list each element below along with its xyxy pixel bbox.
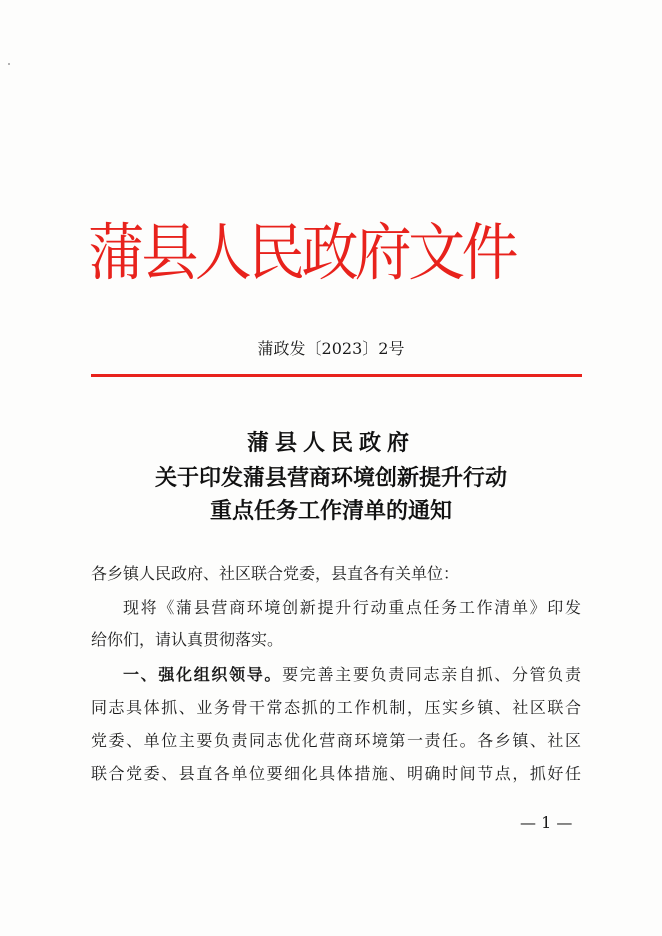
- section-1-line-3: 党委、单位主要负责同志优化营商环境第一责任。各乡镇、社区: [91, 731, 581, 750]
- section-1-line-1-text: 要完善主要负责同志亲自抓、分管负责: [282, 665, 581, 684]
- document-header-title: 蒲县人民政府文件: [88, 216, 515, 289]
- document-number: 蒲政发〔2023〕2号: [257, 339, 405, 358]
- scan-speck: [8, 63, 10, 65]
- section-1-line-1: [123, 663, 581, 687]
- recipients-line: 各乡镇人民政府、社区联合党委，县直各有关单位：: [91, 564, 460, 583]
- intro-line-1: 现将《蒲县营商环境创新提升行动重点任务工作清单》印发: [123, 598, 581, 617]
- red-divider-rule: [91, 374, 582, 377]
- section-1-line-4: 联合党委、县直各单位要细化具体措施、明确时间节点，抓好任: [91, 764, 581, 783]
- page-number: — 1 —: [520, 813, 573, 832]
- intro-line-2: 给你们，请认真贯彻落实。: [91, 630, 284, 649]
- section-1-heading: 一、强化组织领导。: [123, 665, 283, 684]
- notice-title-line-2: 重点任务工作清单的通知: [209, 498, 452, 524]
- notice-issuer: 蒲县人民政府: [246, 430, 415, 456]
- notice-title-line-1: 关于印发蒲县营商环境创新提升行动: [154, 465, 507, 491]
- section-1-line-2: 同志具体抓、业务骨干常态抓的工作机制，压实乡镇、社区联合: [91, 698, 581, 717]
